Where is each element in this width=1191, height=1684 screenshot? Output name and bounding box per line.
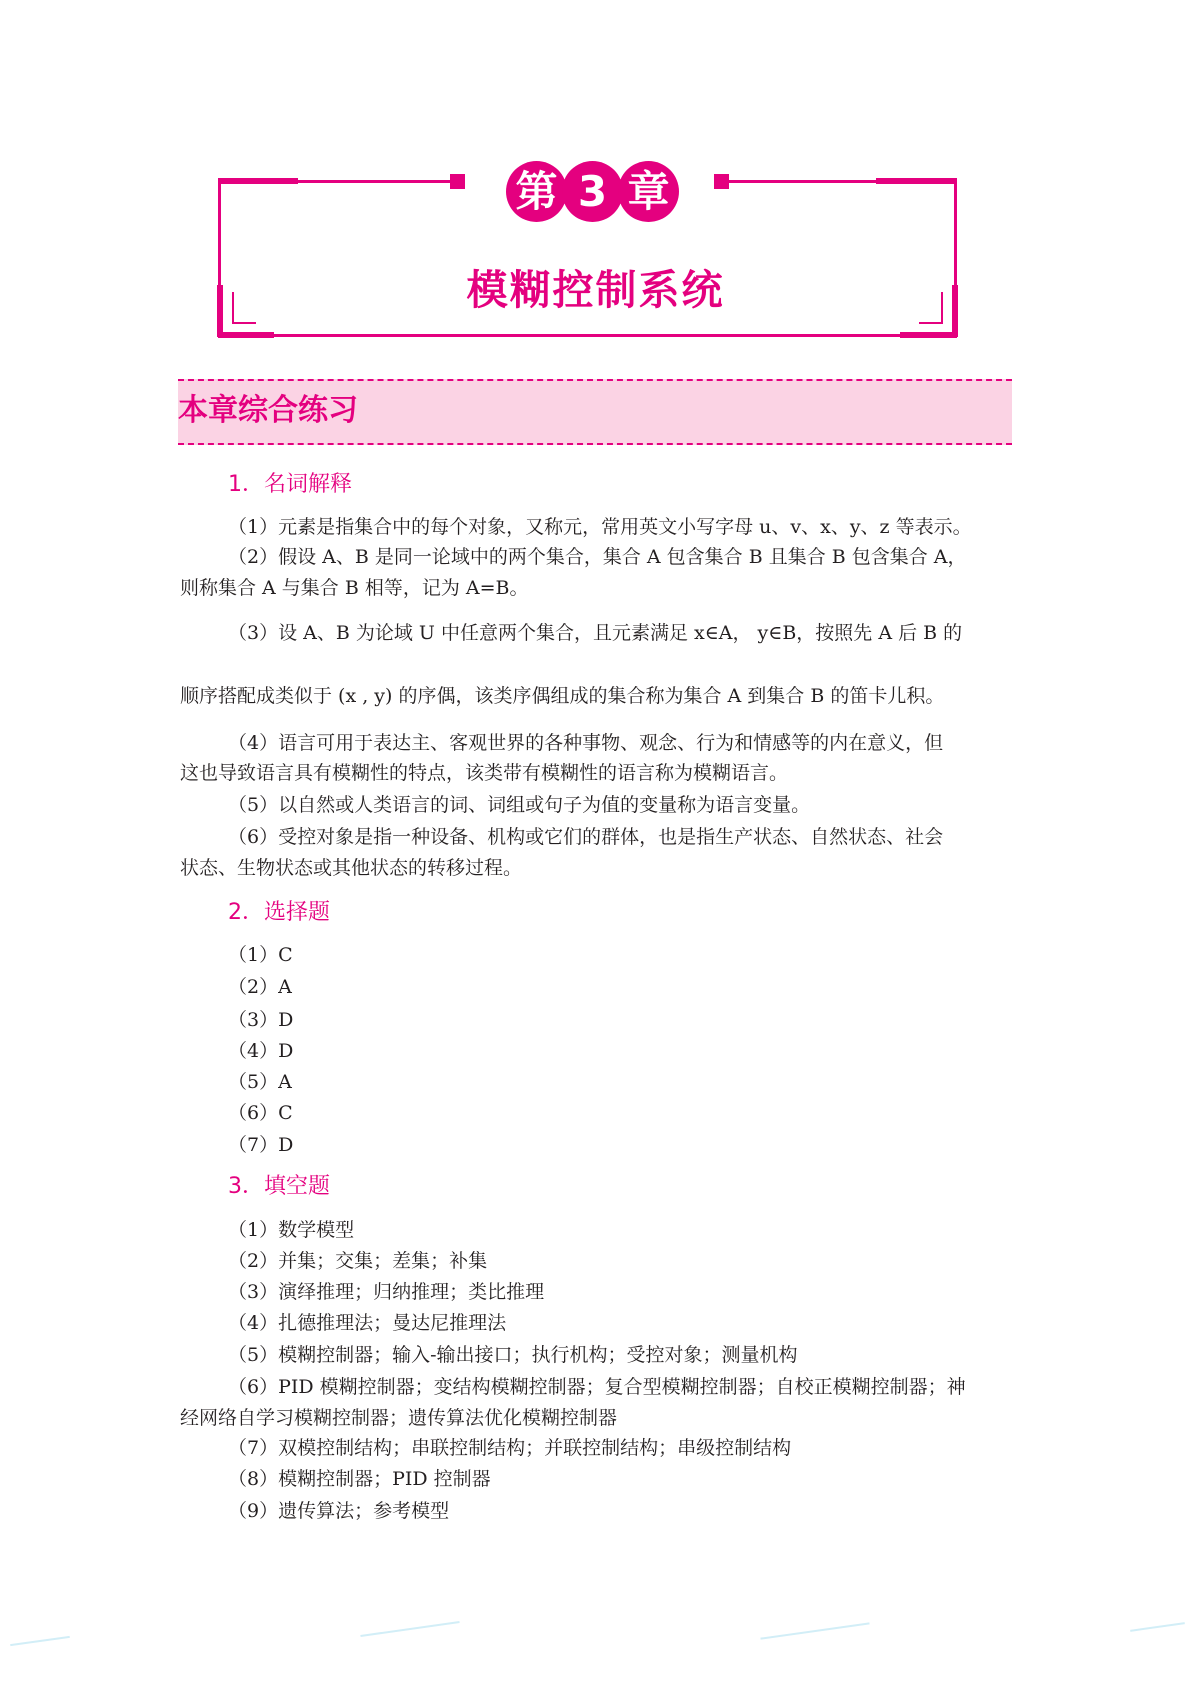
decor-square-left — [450, 174, 465, 189]
blank-answer-8: （8）模糊控制器；PID 控制器 — [228, 1468, 491, 1490]
chapter-title: 模糊控制系统 — [466, 266, 725, 314]
choice-answer-3: （3）D — [228, 1009, 294, 1031]
term-item-3: （3）设 A、B 为论域 U 中任意两个集合，且元素满足 x∈A， y∈B，按照先 A 后 B 的 — [228, 622, 963, 644]
choice-answer-6: （6）C — [228, 1102, 293, 1124]
term-item-4-cont: 这也导致语言具有模糊性的特点，该类带有模糊性的语言称为模糊语言。 — [180, 762, 789, 784]
term-item-6-cont: 状态、生物状态或其他状态的转移过程。 — [180, 857, 523, 879]
chapter-header — [0, 0, 1191, 360]
decor-square-right — [714, 174, 729, 189]
chapter-badge-number: 3 — [562, 161, 623, 222]
term-item-6: （6）受控对象是指一种设备、机构或它们的群体，也是指生产状态、自然状态、社会 — [228, 826, 944, 848]
inner-bracket — [232, 322, 256, 324]
watermark-decoration — [10, 1636, 70, 1646]
blank-answer-6: （6）PID 模糊控制器；变结构模糊控制器；复合型模糊控制器；自校正模糊控制器；神 — [228, 1376, 966, 1398]
frame-corner-accent — [218, 178, 298, 184]
frame-corner-accent — [218, 332, 274, 338]
blank-answer-1: （1）数学模型 — [228, 1219, 355, 1241]
choice-answer-7: （7）D — [228, 1134, 294, 1156]
term-item-2-cont: 则称集合 A 与集合 B 相等，记为 A=B。 — [180, 577, 529, 599]
watermark-decoration — [1130, 1622, 1185, 1632]
blank-answer-9: （9）遗传算法；参考模型 — [228, 1500, 450, 1522]
term-item-1: （1）元素是指集合中的每个对象，又称元，常用英文小写字母 u、v、x、y、z 等表示。 — [228, 516, 972, 538]
term-item-4: （4）语言可用于表达主、客观世界的各种事物、观念、行为和情感等的内在意义，但 — [228, 732, 944, 754]
choice-answer-4: （4）D — [228, 1040, 294, 1062]
blank-answer-3: （3）演绎推理；归纳推理；类比推理 — [228, 1281, 545, 1303]
part2-heading: 2．选择题 — [228, 900, 330, 925]
term-item-3-cont: 顺序搭配成类似于 (x , y) 的序偶，该类序偶组成的集合称为集合 A 到集合 B 的笛卡儿积。 — [180, 685, 945, 707]
watermark-decoration — [360, 1621, 459, 1637]
choice-answer-2: （2）A — [228, 976, 292, 998]
blank-answer-5: （5）模糊控制器；输入-输出接口；执行机构；受控对象；测量机构 — [228, 1344, 798, 1366]
part3-heading: 3．填空题 — [228, 1174, 330, 1199]
blank-answer-7: （7）双模控制结构；串联控制结构；并联控制结构；串级控制结构 — [228, 1437, 792, 1459]
choice-answer-1: （1）C — [228, 944, 293, 966]
blank-answer-6-cont: 经网络自学习模糊控制器；遗传算法优化模糊控制器 — [180, 1407, 618, 1429]
inner-bracket — [919, 322, 943, 324]
choice-answer-5: （5）A — [228, 1071, 292, 1093]
chapter-badge-left: 第 — [506, 161, 567, 222]
term-item-5: （5）以自然或人类语言的词、词组或句子为值的变量称为语言变量。 — [228, 794, 811, 816]
section-title: 本章综合练习 — [178, 393, 358, 428]
blank-answer-2: （2）并集；交集；差集；补集 — [228, 1250, 488, 1272]
frame-bottom-line — [218, 334, 957, 337]
watermark-decoration — [760, 1622, 869, 1639]
section-banner — [178, 379, 1012, 445]
term-item-2: （2）假设 A、B 是同一论域中的两个集合，集合 A 包含集合 B 且集合 B 包含集合 A， — [228, 546, 967, 568]
chapter-badge-right: 章 — [618, 161, 679, 222]
part1-heading: 1．名词解释 — [228, 472, 352, 497]
blank-answer-4: （4）扎德推理法；曼达尼推理法 — [228, 1312, 507, 1334]
frame-corner-accent — [900, 332, 957, 338]
frame-corner-accent — [876, 178, 957, 184]
